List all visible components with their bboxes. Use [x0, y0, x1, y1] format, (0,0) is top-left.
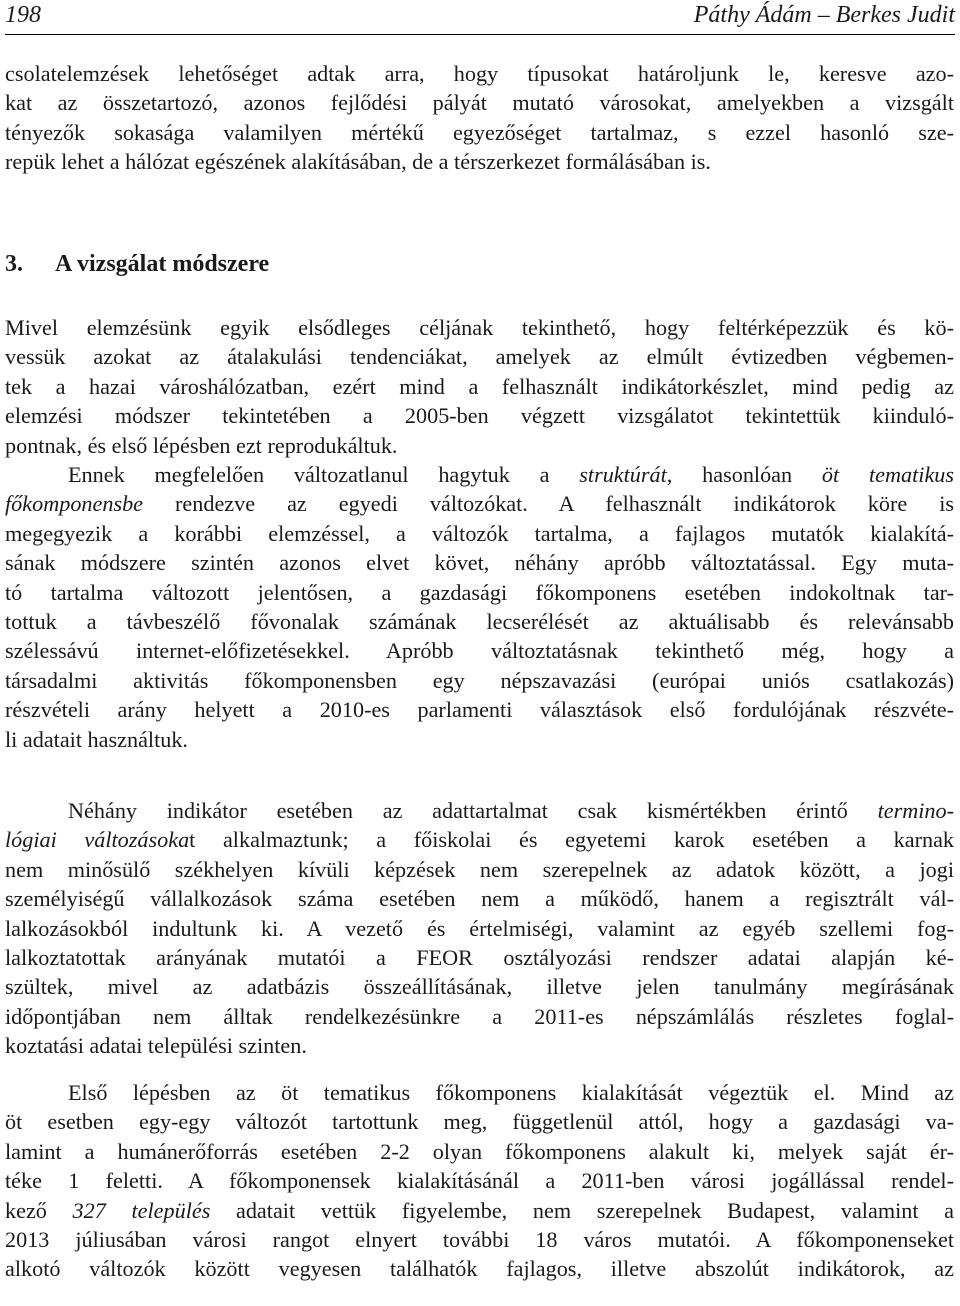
text-run: Néhány indikátor esetében az adattartalmat csak kismértékben érintő — [68, 798, 878, 823]
text-line: csolatelemzések lehetőséget adtak arra, hogy típusokat határoljunk le, keresve azo- — [5, 61, 954, 86]
text-line: szélessávú internet-előfizetésekkel. Apróbb változtatásnak tekinthető még, hogy a — [5, 638, 954, 664]
text-line: társadalmi aktivitás főkomponensben egy népszavazási (európai uniós csatlakozás) — [5, 667, 954, 693]
text-line: lalkozásokból indultunk ki. A vezető és értelmiségi, valamint az egyéb szellemi fog- — [5, 915, 954, 941]
text-line — [5, 1196, 954, 1225]
intro-paragraph — [5, 59, 954, 177]
text-line — [5, 489, 954, 518]
text-run: , hasonlóan — [666, 462, 822, 487]
text-line — [5, 796, 954, 825]
paragraph-3 — [5, 796, 954, 1061]
text-line: szültek, mivel az adatbázis összeállításának, illetve jelen tanulmány megírásának — [5, 974, 954, 1000]
text-run: adatait vettük figyelembe, nem szerepelnek Budapest, valamint a — [210, 1197, 955, 1223]
text-line: lamint a humánerőforrás esetében 2-2 olyan főkomponens alakult ki, melyek saját ér- — [5, 1138, 954, 1164]
text-line — [5, 825, 954, 854]
section-number: 3. — [5, 251, 23, 277]
text-line: 2013 júliusában városi rangot elnyert további 18 város mutatói. A főkomponenseket — [5, 1226, 954, 1252]
paragraph-4 — [5, 1078, 954, 1284]
text-line: kat az összetartozó, azonos fejlődési pályát mutató városokat, amelyekben a vizsgált — [5, 90, 954, 116]
text-line: lalkoztatottak arányának mutatói a FEOR osztályozási rendszer adatai alapján ké- — [5, 944, 954, 970]
emphasis: lógiai változásoka — [5, 827, 190, 853]
section-heading — [5, 249, 269, 279]
text-line: téke 1 feletti. A főkomponensek kialakításánál a 2011-ben városi jogállással rendel- — [5, 1168, 954, 1194]
paragraph-1 — [5, 313, 954, 460]
text-line: tó tartalma változott jelentősen, a gazdasági főkomponens esetében indokoltnak tar- — [5, 579, 954, 605]
text-line: megegyezik a korábbi elemzéssel, a változók tartalma, a fajlagos mutatók kialakítá- — [5, 520, 954, 546]
text-line: tek a hazai városhálózatban, ezért mind a felhasznált indikátorkészlet, mind pedig az — [5, 373, 954, 399]
text-line: nem minősülő székhelyen kívüli képzések nem szerepelnek az adatok között, a jogi — [5, 856, 954, 882]
text-line: sának módszere szintén azonos elvet követ, néhány apróbb változtatással. Egy muta- — [5, 550, 954, 576]
section-title: A vizsgálat módszere — [55, 251, 270, 277]
text-line: repük lehet a hálózat egészének alakításában, de a térszerkezet formálásában is. — [5, 149, 711, 175]
page-header — [5, 0, 955, 35]
text-line — [5, 460, 954, 489]
text-line: li adatait használtuk. — [5, 726, 188, 752]
text-run: t alkalmaztunk; a főiskolai és egyetemi karok esetében a karnak — [189, 827, 955, 853]
emphasis: struktúrát — [579, 462, 667, 487]
text-run: rendezve az egyedi változókat. A felhasznált indikátorok köre is — [143, 491, 954, 517]
paragraph-2 — [5, 460, 954, 754]
text-line: részvételi arány helyett a 2010-es parlamenti választások első fordulójának részvéte- — [5, 697, 954, 723]
page-number: 198 — [5, 2, 41, 28]
running-head: Páthy Ádám – Berkes Judit — [693, 2, 955, 28]
text-line: öt esetben egy-egy változót tartottunk meg, függetlenül attól, hogy a gazdasági va- — [5, 1109, 954, 1135]
text-run: kező — [5, 1197, 73, 1223]
text-line: időpontjában nem álltak rendelkezésünkre a 2011-es népszámlálás részletes foglal- — [5, 1003, 954, 1029]
text-line: pontnak, és első lépésben ezt reprodukáltuk. — [5, 432, 398, 458]
emphasis: termino- — [877, 798, 954, 823]
text-line: tényezők sokasága valamilyen mértékű egyezőséget tartalmaz, s ezzel hasonló sze- — [5, 119, 954, 145]
text-line: koztatási adatai települési szinten. — [5, 1033, 307, 1059]
text-line: alkotó változók között vegyesen találhatók fajlagos, illetve abszolút indikátorok, az — [5, 1256, 954, 1282]
emphasis: 327 település — [72, 1197, 211, 1223]
emphasis: főkomponensbe — [5, 491, 144, 517]
emphasis: öt tematikus — [821, 462, 955, 487]
text-line: tottuk a távbeszélő fővonalak számának lecserélését az aktuálisabb és relevánsabb — [5, 608, 954, 634]
text-line: elemzési módszer tekintetében a 2005-ben végzett vizsgálatot tekintettük kiinduló- — [5, 403, 954, 429]
text-line: személyiségű vállalkozások száma esetében nem a működő, hanem a regisztrált vál- — [5, 886, 954, 912]
text-line: Mivel elemzésünk egyik elsődleges céljának tekinthető, hogy feltérképezzük és kö- — [5, 315, 954, 340]
text-line: vessük azokat az átalakulási tendenciákat, amelyek az elmúlt évtizedben végbemen- — [5, 344, 954, 370]
text-run: Ennek megfelelően változatlanul hagytuk a — [68, 462, 580, 487]
text-line: Első lépésben az öt tematikus főkomponens kialakítását végeztük el. Mind az — [68, 1080, 954, 1105]
